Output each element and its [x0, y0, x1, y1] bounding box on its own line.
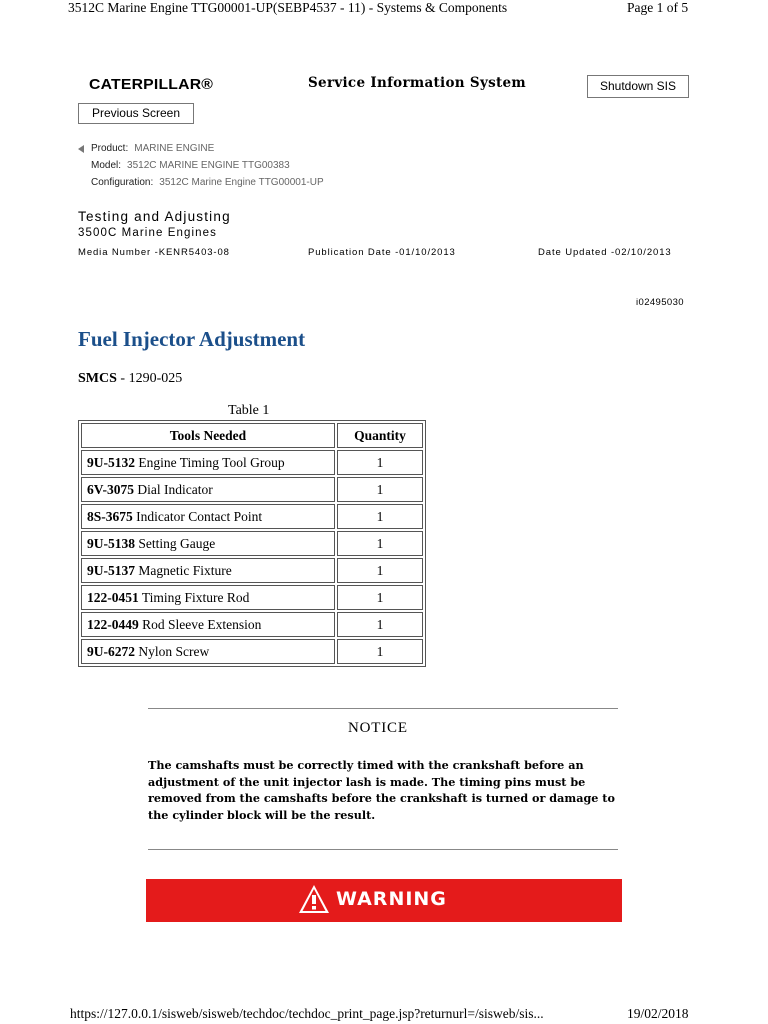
page-title: Fuel Injector Adjustment	[78, 327, 306, 351]
document-type: Testing and Adjusting	[78, 209, 231, 224]
system-title: Service Information System	[308, 75, 527, 91]
part-number: 9U-6272	[87, 643, 135, 659]
table-row	[81, 477, 423, 502]
table-row	[81, 585, 423, 610]
notice-body: The camshafts must be correctly timed with the crankshaft before an adjustment of the unit injector lash is made. The timing pins must be removed from the camshafts before the crankshaft is turned or damage to the cylinder block will be the result.	[148, 758, 615, 822]
print-header-title: 3512C Marine Engine TTG00001-UP(SEBP4537 - 11) - Systems & Components	[68, 0, 508, 15]
tool-cell	[81, 531, 335, 556]
tools-needed-header: Tools Needed	[81, 423, 335, 448]
product-value: MARINE ENGINE	[134, 143, 215, 154]
part-number: 9U-5138	[87, 535, 135, 551]
tool-description: Engine Timing Tool Group	[135, 454, 285, 470]
publication-date: Publication Date -01/10/2013	[308, 247, 456, 258]
tools-table	[78, 420, 426, 667]
tool-description: Nylon Screw	[135, 643, 210, 659]
model-value: 3512C MARINE ENGINE TTG00383	[127, 160, 290, 171]
media-number: Media Number -KENR5403-08	[78, 247, 230, 258]
part-number: 9U-5132	[87, 454, 135, 470]
tool-cell	[81, 477, 335, 502]
warning-label: WARNING	[336, 888, 447, 910]
table-row	[81, 639, 423, 664]
tool-description: Magnetic Fixture	[135, 562, 232, 578]
tool-description: Indicator Contact Point	[132, 508, 263, 524]
part-number: 9U-5137	[87, 562, 135, 578]
shutdown-sis-button[interactable]: Shutdown SIS	[587, 75, 689, 98]
part-number: 8S-3675	[87, 508, 133, 524]
warning-triangle-icon	[298, 884, 330, 914]
warning-banner	[146, 879, 622, 922]
quantity-cell: 1	[337, 477, 423, 502]
table-row	[81, 558, 423, 583]
footer-url: https://127.0.0.1/sisweb/sisweb/techdoc/techdoc_print_page.jsp?returnurl=/sisweb/sis...	[70, 1006, 544, 1021]
date-updated: Date Updated -02/10/2013	[538, 247, 672, 258]
quantity-cell: 1	[337, 504, 423, 529]
smcs-label: SMCS	[78, 371, 117, 386]
caterpillar-logo: CATERPILLAR®	[89, 76, 214, 93]
part-number: 122-0451	[87, 589, 139, 605]
tool-cell	[81, 558, 335, 583]
table-caption: Table 1	[228, 403, 270, 418]
tool-cell	[81, 585, 335, 610]
quantity-cell: 1	[337, 531, 423, 556]
tool-cell	[81, 639, 335, 664]
configuration-line	[91, 177, 324, 188]
part-number: 122-0449	[87, 616, 139, 632]
print-page-number: Page 1 of 5	[627, 0, 689, 15]
model-label: Model:	[91, 160, 122, 171]
quantity-cell: 1	[337, 639, 423, 664]
table-row	[81, 504, 423, 529]
notice-title: NOTICE	[348, 720, 408, 736]
smcs-value: - 1290-025	[116, 371, 183, 386]
smcs-code	[78, 371, 182, 387]
tool-description: Setting Gauge	[135, 535, 216, 551]
back-arrow-icon[interactable]	[78, 145, 84, 153]
product-line	[91, 143, 214, 154]
tool-description: Dial Indicator	[134, 481, 213, 497]
notice-bottom-divider	[148, 849, 618, 850]
footer-date: 19/02/2018	[627, 1006, 689, 1021]
tool-cell	[81, 504, 335, 529]
document-subtitle: 3500C Marine Engines	[78, 227, 217, 239]
part-number: 6V-3075	[87, 481, 134, 497]
notice-top-divider	[148, 708, 618, 709]
tool-cell	[81, 612, 335, 637]
previous-screen-button[interactable]: Previous Screen	[78, 103, 194, 124]
table-row	[81, 531, 423, 556]
configuration-value: 3512C Marine Engine TTG00001-UP	[159, 177, 324, 188]
product-label: Product:	[91, 143, 129, 154]
table-row	[81, 450, 423, 475]
model-line	[91, 160, 290, 171]
quantity-cell: 1	[337, 558, 423, 583]
quantity-header: Quantity	[337, 423, 423, 448]
tool-cell	[81, 450, 335, 475]
table-header-row	[81, 423, 423, 448]
configuration-label: Configuration:	[91, 177, 154, 188]
tool-description: Rod Sleeve Extension	[138, 616, 262, 632]
quantity-cell: 1	[337, 612, 423, 637]
quantity-cell: 1	[337, 450, 423, 475]
tool-description: Timing Fixture Rod	[138, 589, 250, 605]
quantity-cell: 1	[337, 585, 423, 610]
document-id: i02495030	[636, 297, 684, 308]
table-row	[81, 612, 423, 637]
